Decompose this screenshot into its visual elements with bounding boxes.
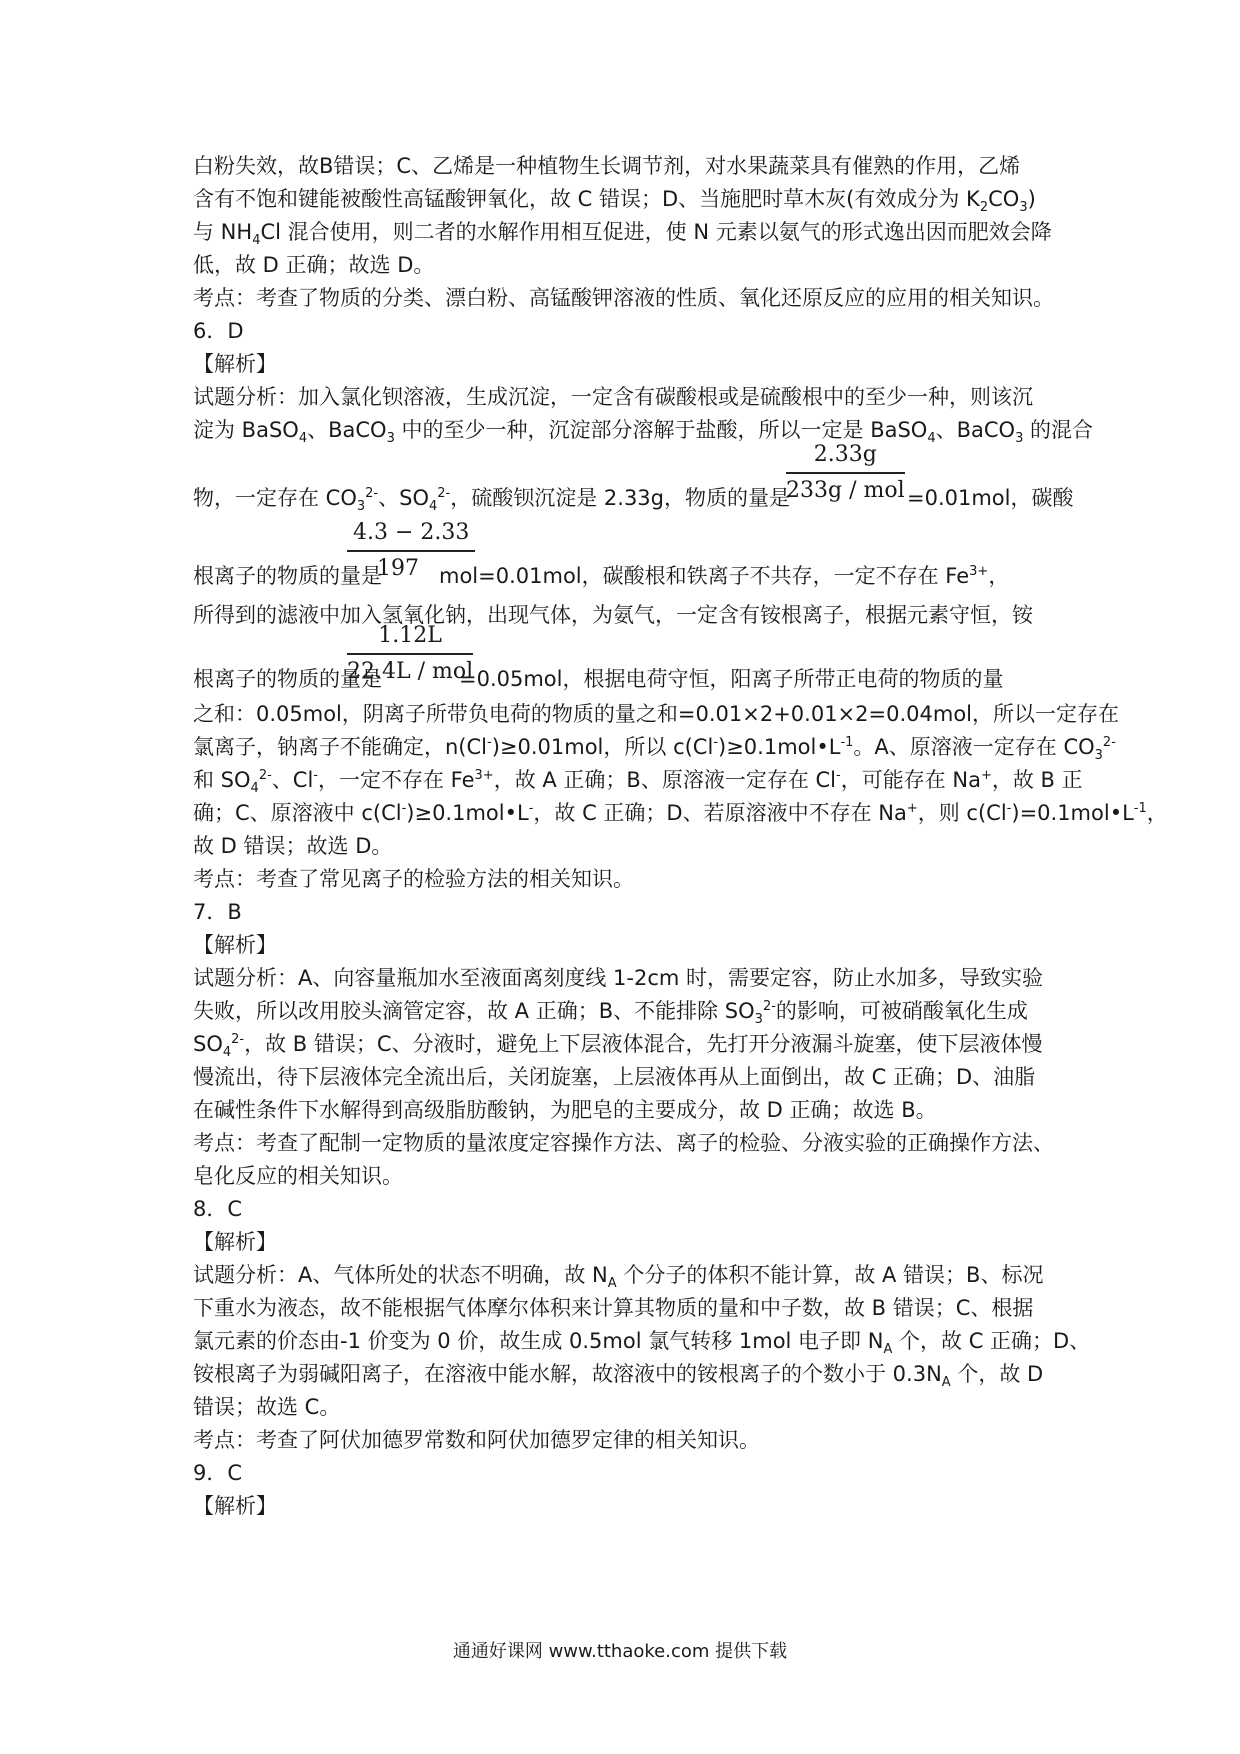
text-line: 下重水为液态，故不能根据气体摩尔体积来计算其物质的量和中子数，故 B 错误；C、根据 bbox=[193, 1296, 1034, 1320]
fraction-line-1 bbox=[193, 442, 1074, 517]
analysis-heading: 【解析】 bbox=[193, 1230, 277, 1254]
text-line: 根离子的物质的量是 bbox=[193, 564, 382, 588]
text-line: 错误；故选 C。 bbox=[193, 1395, 341, 1419]
kaodian-line: 考点：考查了配制一定物质的量浓度定容操作方法、离子的检验、分液实验的正确操作方法、 bbox=[193, 1131, 1054, 1155]
fraction-numerator: 4.3 − 2.33 bbox=[347, 519, 475, 552]
text-line: $SO_4^{2-}$，故 B 错误；C、分液时，避免上下层液体混合，先打开分液漏斗旋塞，使下层液体慢 bbox=[193, 1032, 1043, 1061]
fraction-line-3 bbox=[193, 623, 1065, 698]
kaodian-line: 考点：考查了阿伏加德罗常数和阿伏加德罗定律的相关知识。 bbox=[193, 1428, 760, 1452]
fraction-denominator: 22.4L / mol bbox=[347, 659, 474, 684]
text-line: 物，一定存在 $CO_3^{2-}$、$SO_4^{2-}$，硫酸钡沉淀是 2.33g，物质的量是 bbox=[193, 486, 790, 515]
text-line: 之和：0.05mol，阴离子所带负电荷的物质的量之和=0.01×2+0.01×2=0.04mol，所以一定存在 bbox=[193, 702, 1120, 726]
fraction-denominator: 197 bbox=[377, 556, 419, 581]
text-line: 在碱性条件下水解得到高级脂肪酸钠，为肥皂的主要成分，故 D 正确；故选 B。 bbox=[193, 1098, 937, 1122]
text-line: 淀为 BaSO$_4$、BaCO$_3$ 中的至少一种，沉淀部分溶解于盐酸，所以一定是 BaSO$_4$、BaCO$_3$ 的混合 bbox=[193, 418, 1094, 447]
text-line: 试题分析：A、向容量瓶加水至液面离刻度线 1-2cm 时，需要定容，防止水加多，导致实验 bbox=[193, 966, 1044, 990]
question-number: 8．C bbox=[193, 1197, 243, 1221]
text-line: 低，故 D 正确；故选 D。 bbox=[193, 253, 435, 277]
text-line: 失败，所以改用胶头滴管定容，故 A 正确；B、不能排除 $SO_3^{2-}$的影响，可被硝酸氧化生成 bbox=[193, 999, 1028, 1028]
analysis-heading: 【解析】 bbox=[193, 933, 277, 957]
text-line: 慢流出，待下层液体完全流出后，关闭旋塞，上层液体再从上面倒出，故 C 正确；D、油脂 bbox=[193, 1065, 1036, 1089]
text-line: 故 D 错误；故选 D。 bbox=[193, 834, 393, 858]
text-line: 根离子的物质的量是 bbox=[193, 667, 382, 691]
kaodian-line: 考点：考查了常见离子的检验方法的相关知识。 bbox=[193, 867, 634, 891]
text-line: 含有不饱和键能被酸性高锰酸钾氧化，故 C 错误；D、当施肥时草木灰(有效成分为 $K_2CO_3$) bbox=[193, 187, 1036, 216]
text-line: 白粉失效，故B错误；C、乙烯是一种植物生长调节剂，对水果蔬菜具有催熟的作用，乙烯 bbox=[193, 154, 1021, 178]
document-body bbox=[193, 150, 1168, 1523]
text-line: 铵根离子为弱碱阳离子，在溶液中能水解，故溶液中的铵根离子的个数小于 $0.3N_A$ 个，故 D bbox=[193, 1362, 1044, 1391]
text-line: 氯离子，钠离子不能确定，n(Cl-)≥0.01mol，所以 $c(Cl^-)\ge 0.1mol•L^{-1}$。A、原溶液一定存在 $CO_3^{2-}$ bbox=[193, 735, 1116, 764]
text-line: 皂化反应的相关知识。 bbox=[193, 1164, 403, 1188]
fraction-denominator: 233g / mol bbox=[786, 478, 905, 503]
fraction-numerator: 2.33g bbox=[786, 441, 905, 474]
fraction-mass-over-molar-mass bbox=[786, 441, 905, 505]
text-line: mol=0.01mol，碳酸根和铁离子不共存，一定不存在 $Fe^{3+}$， bbox=[439, 564, 1010, 588]
fraction-line-2 bbox=[193, 520, 1065, 595]
text-line: 试题分析：A、气体所处的状态不明确，故 $N_A$ 个分子的体积不能计算，故 A 错误；B、标况 bbox=[193, 1263, 1044, 1292]
question-number: 6．D bbox=[193, 319, 244, 343]
question-number: 7．B bbox=[193, 900, 242, 924]
text-line: =0.01mol，碳酸 bbox=[907, 486, 1074, 510]
analysis-heading: 【解析】 bbox=[193, 352, 277, 376]
text-line: 所得到的滤液中加入氢氧化钠，出现气体，为氨气，一定含有铵根离子，根据元素守恒，铵 bbox=[193, 603, 1033, 627]
kaodian-line: 考点：考查了物质的分类、漂白粉、高锰酸钾溶液的性质、氧化还原反应的应用的相关知识。 bbox=[193, 286, 1054, 310]
fraction-gas-volume bbox=[347, 622, 473, 686]
page-footer: 通通好课网 www.tthaoke.com 提供下载 bbox=[452, 1641, 788, 1662]
text-line: 确；C、原溶液中 c(Cl-)≥0.1mol•L-，故 C 正确；D、若原溶液中不存在 Na+，则 $c(Cl^-)=0.1mol•L^{-1}$， bbox=[193, 801, 1168, 825]
fraction-numerator: 1.12L bbox=[347, 622, 473, 655]
question-number: 9．C bbox=[193, 1461, 243, 1485]
text-line: 与 $NH_4Cl$ 混合使用，则二者的水解作用相互促进，使 N 元素以氨气的形式逸出因而肥效会降 bbox=[193, 220, 1052, 249]
text-line: 和 $SO_4^{2-}$、Cl-，一定不存在 $Fe^{3+}$，故 A 正确；B、原溶液一定存在 Cl-，可能存在 Na+，故 B 正 bbox=[193, 768, 1083, 797]
analysis-heading: 【解析】 bbox=[193, 1494, 277, 1518]
text-line: 氯元素的价态由-1 价变为 0 价，故生成 0.5mol 氯气转移 1mol 电子即 $N_A$ 个，故 C 正确；D、 bbox=[193, 1329, 1091, 1358]
text-line: 试题分析：加入氯化钡溶液，生成沉淀，一定含有碳酸根或是硫酸根中的至少一种，则该沉 bbox=[193, 385, 1033, 409]
text-line: =0.05mol，根据电荷守恒，阳离子所带正电荷的物质的量 bbox=[459, 667, 1004, 691]
